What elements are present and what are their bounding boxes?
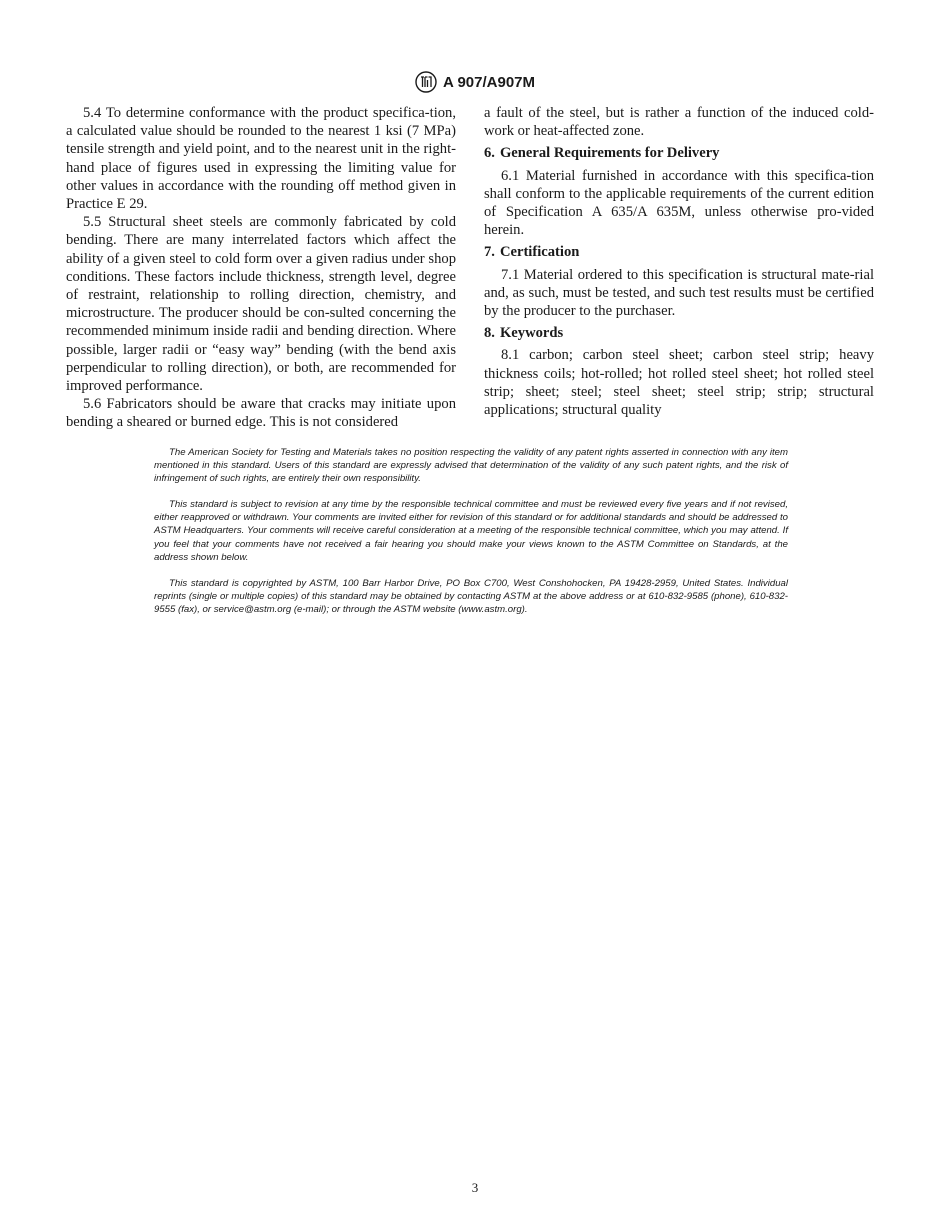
paragraph-7-1: 7.1 Material ordered to this specification is structural mate-rial and, as such, must be tested, and such test results must be certified by the producer to the purchaser. (484, 266, 874, 320)
section-8-heading (484, 324, 874, 342)
paragraph-5-4: 5.4 To determine conformance with the product specifica-tion, a calculated value should be rounded to the nearest 1 ksi (7 MPa) tensile strength and yield point, and to the nearest unit in the right-hand place of figures used in expressing the limiting value for other values in accordance with the rounding off method given in Practice E 29. (66, 105, 456, 213)
paragraph-8-1: 8.1 carbon; carbon steel sheet; carbon steel strip; heavy thickness coils; hot-rolled; hot rolled steel sheet; hot rolled steel strip; sheet; steel; steel sheet; steel strip; strip; structural applications; structural quality (484, 347, 874, 419)
patent-notice: The American Society for Testing and Materials takes no position respecting the validity of any patent rights asserted in connection with any item mentioned in this standard. Users of this standard are expressly advised that determination of the validity of any such patent rights, and the risk of infringement of such rights, are entirely their own responsibility. (154, 447, 788, 485)
section-7-heading (484, 243, 874, 261)
copyright-notice: This standard is copyrighted by ASTM, 100 Barr Harbor Drive, PO Box C700, West Conshohocken, PA 19428-2959, United States. Individual reprints (single or multiple copies) of this standard may be obtained by contacting ASTM at the above address or at 610-832-9585 (phone), 610-832-9555 (fax), or service@astm.org (e-mail); or through the ASTM website (www.astm.org). (154, 577, 788, 615)
revision-notice: This standard is subject to revision at any time by the responsible technical committee and must be reviewed every five years and if not revised, either reapproved or withdrawn. Your comments are invited either for revision of this standard or for additional standards and should be addressed to ASTM Headquarters. Your comments will receive careful consideration at a meeting of the responsible technical committee, which you may attend. If you feel that your comments have not received a fair hearing you should make your views known to the ASTM Committee on Standards, at the address shown below. (154, 499, 788, 563)
section-7-title: Certification (499, 244, 580, 261)
section-8-number: 8. (484, 325, 495, 342)
section-8-title: Keywords (499, 325, 564, 342)
standard-designation: A 907/A907M (443, 73, 535, 91)
section-6-number: 6. (484, 145, 495, 162)
paragraph-5-6: 5.6 Fabricators should be aware that cracks may initiate upon bending a sheared or burned edge. This is not considered (66, 396, 456, 431)
paragraph-5-6-continued: a fault of the steel, but is rather a function of the induced cold-work or heat-affected zone. (484, 105, 874, 140)
legal-notices (154, 446, 788, 629)
astm-logo-icon (415, 71, 437, 93)
section-7-number: 7. (484, 244, 495, 261)
section-6-heading (484, 144, 874, 162)
paragraph-5-5: 5.5 Structural sheet steels are commonly fabricated by cold bending. There are many interrelated factors which affect the ability of a given steel to cold form over a given radius under shop conditions. These factors include thickness, strength level, degree of restraint, relationship to rolling direction, chemistry, and microstructure. The producer should be con-sulted concerning the recommended minimum inside radii and bending direction. Where possible, larger radii or “easy way” bending (with the bend axis perpendicular to rolling direction), or both, are recommended for improved performance. (66, 214, 456, 395)
page-header (0, 70, 950, 94)
page-number: 3 (471, 1180, 479, 1195)
left-column (66, 104, 456, 432)
paragraph-6-1: 6.1 Material furnished in accordance with this specifica-tion shall conform to the applicable requirements of the current edition of Specification A 635/A 635M, unless otherwise pro-vided herein. (484, 167, 874, 239)
right-column (484, 104, 874, 419)
section-6-title: General Requirements for Delivery (499, 145, 720, 162)
